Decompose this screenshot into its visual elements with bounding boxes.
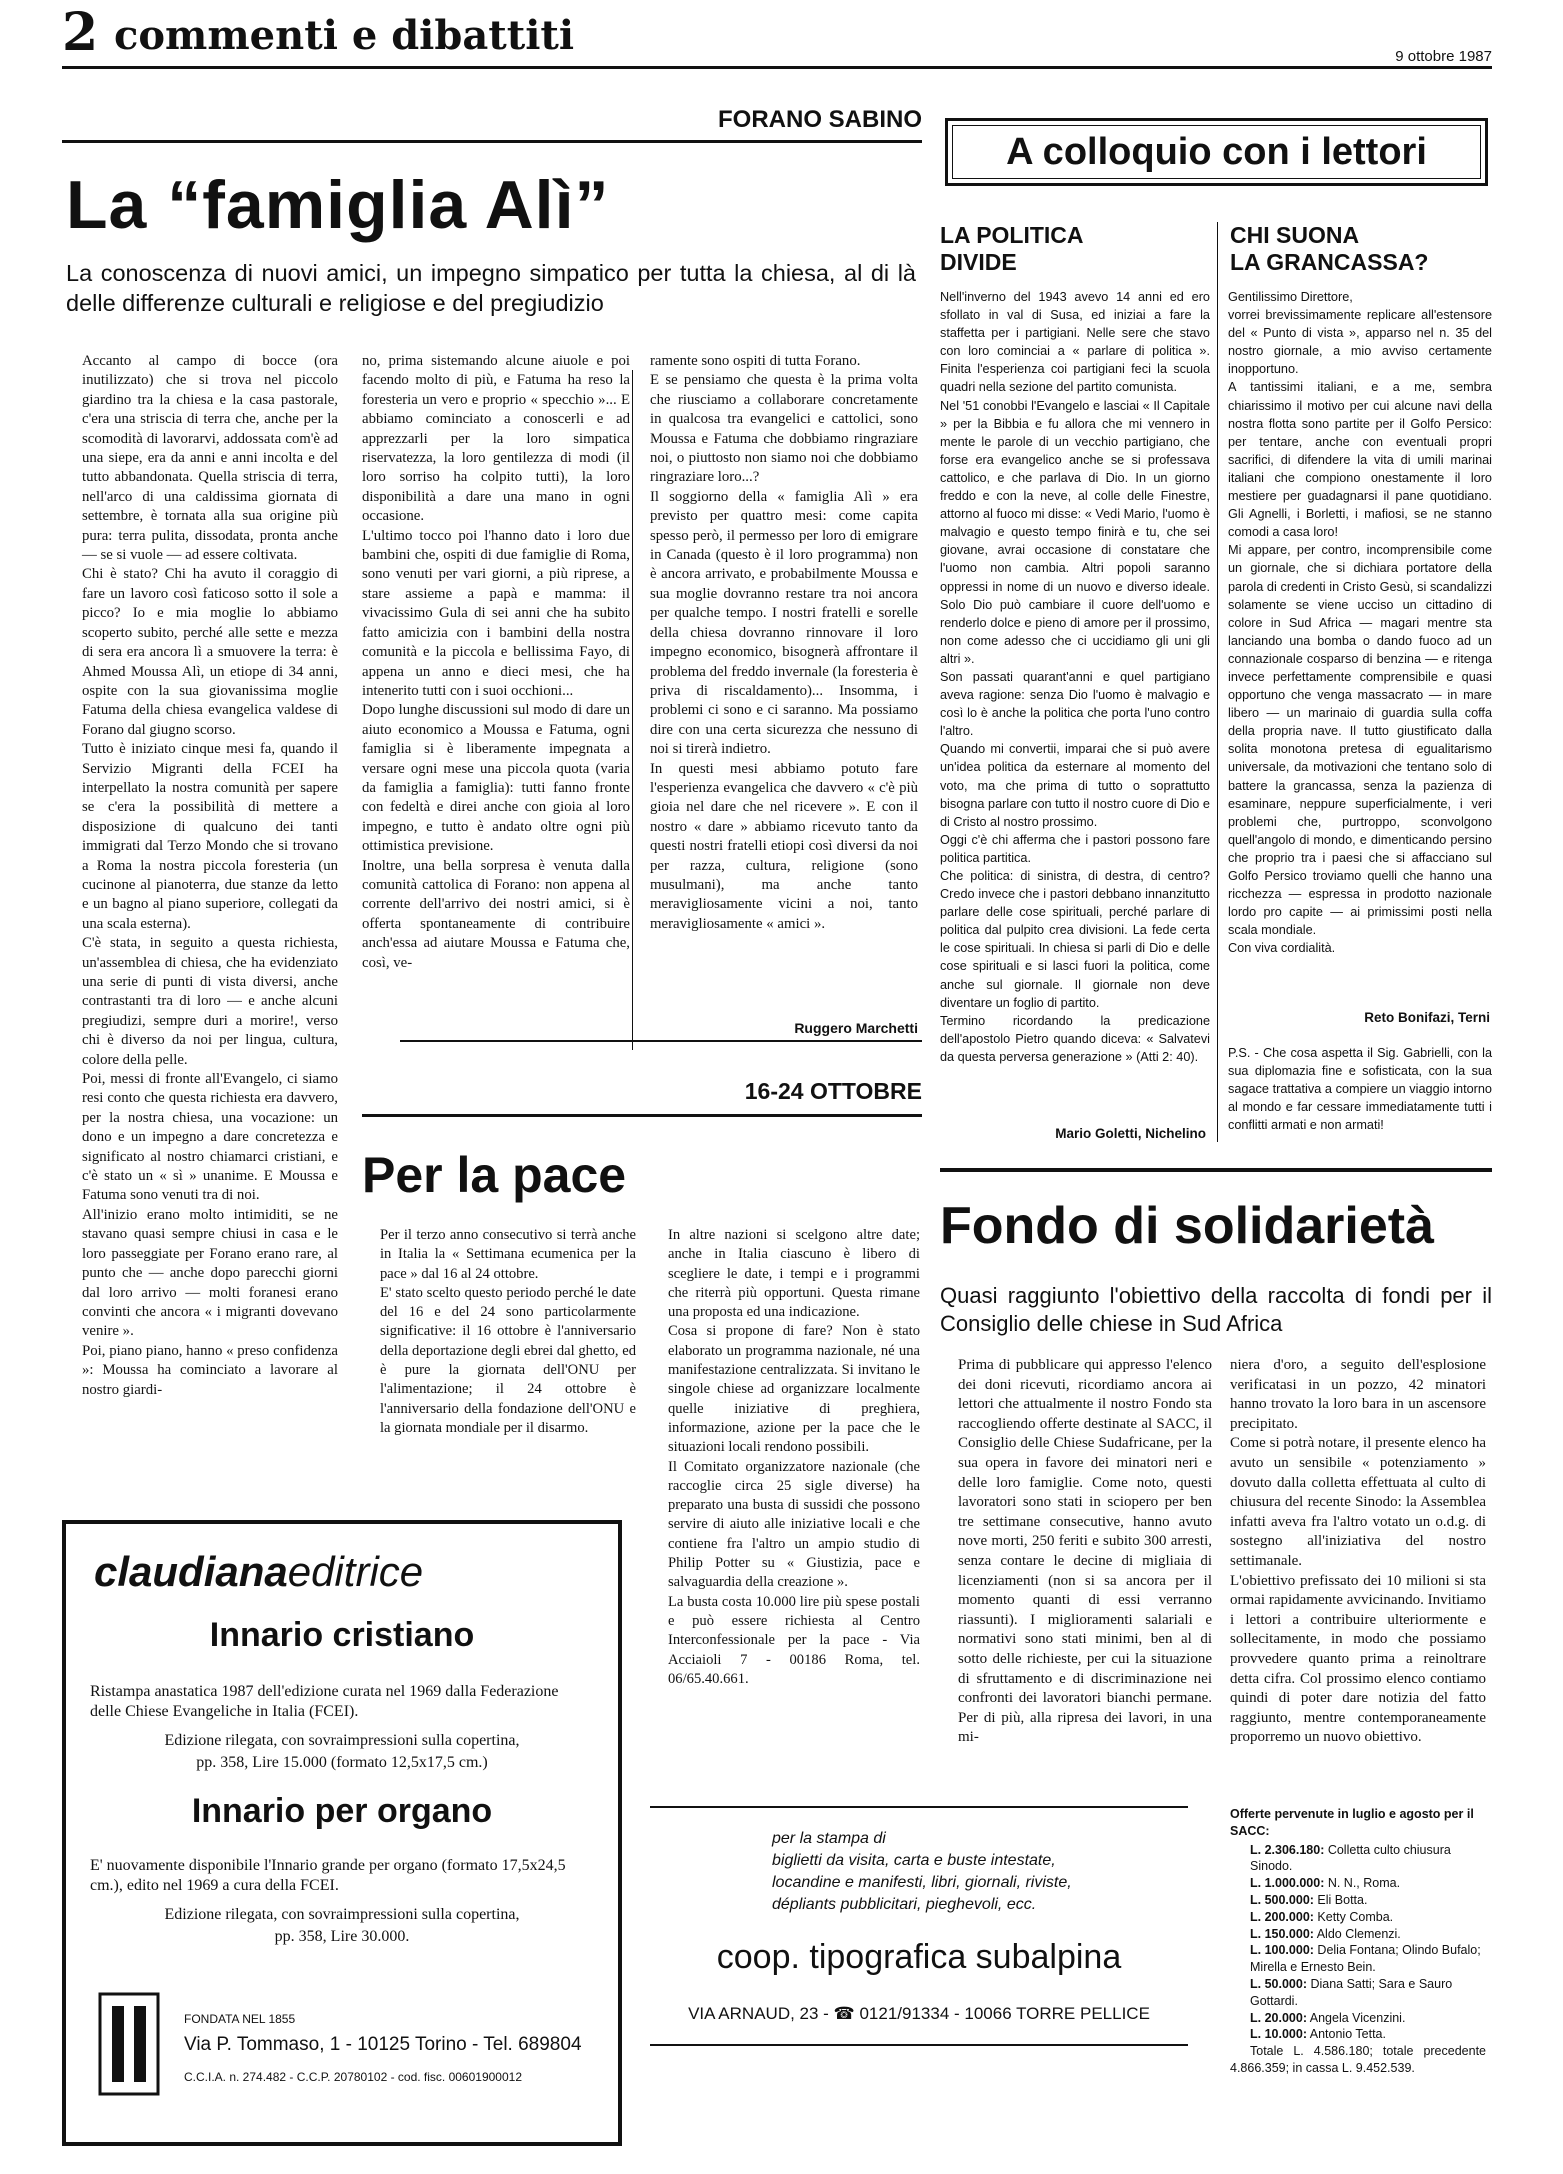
claudiana-text-2a: E' nuovamente disponibile l'Innario grande per organo (formato 17,5x24,5 cm.), edito nel 1969 a cura della FCEI.: [90, 1857, 566, 1894]
offerta-desc: Antonio Tetta.: [1306, 2027, 1386, 2042]
offerta-amount: L. 50.000:: [1250, 1976, 1307, 1991]
article-pace: [362, 1078, 922, 1687]
claudiana-logo-light: editrice: [287, 1548, 424, 1595]
letter-1-title: LA POLITICA DIVIDE: [940, 222, 1084, 275]
column-rule: [632, 370, 633, 1050]
tipografia-address: VIA ARNAUD, 23 - ☎ 0121/91334 - 10066 TORRE PELLICE: [688, 2004, 1150, 2023]
claudiana-address: Via P. Tommaso, 1 - 10125 Torino - Tel. 689804: [184, 2034, 582, 2055]
offerta-amount: L. 500.000:: [1250, 1892, 1314, 1907]
letter-1-signature: Mario Goletti, Nichelino: [1055, 1126, 1206, 1141]
pace-column-1: Per il terzo anno consecutivo si terrà anche in Italia la « Settimana ecumenica per la pace » dal 16 al 24 ottobre. E' stato scelto questo periodo perché le date del 16 e del 24 sono particolarmente significative: il 16 ottobre è l'anniversario della deportazione degli ebrei dal ghetto, ed è pure la giornata dell'ONU per l'alimentazione; il 24 ottobre è l'anniversario della fondazione dell'ONU e la giornata mondiale per il disarmo.: [380, 1227, 636, 1436]
offerta-desc: N. N., Roma.: [1324, 1876, 1401, 1891]
claudiana-founded: FONDATA NEL 1855: [184, 2012, 296, 2026]
pace-column-2: In altre nazioni si scelgono altre date; anche in Italia ciascuno è libero di scegliere le date, i tempi e i programmi che riterrà più opportuni. Questa rimane una proposta ed una indicazione. Cosa si propone di fare? Non è stato elaborato un programma nazionale, né una manifestazione centralizzata. Si invitano le singole chiese ad organizzare localmente quelle iniziative di preghiera, informazione, azione per la pace che le situazioni locali rendono possibili. Il Comitato organizzatore nazionale (che raccoglie circa 25 sigle diverse) ha preparato una busta di sussidi che possono servire di aiuto alle iniziative locali e che contiene fra l'altro un ampio studio di Philip Potter su « Giustizia, pace e salvaguardia della creazione ». La busta costa 10.000 lire più spese postali e può essere richiesta al Centro Interconfessionale per la pace - Via Acciaioli 7 - 00186 Roma, tel. 06/65.40.661.: [668, 1227, 920, 1687]
claudiana-title-2: Innario per organo: [191, 1792, 493, 1830]
fondo-column-2: niera d'oro, a seguito dell'esplosione verificatasi in un pozzo, 42 minatori hanno trovato la loro bara in un ascensore precipitato. Come si potrà notare, il presente elenco ha avuto un sensibile « potenziamento » dovuto dalla colletta effettuata al culto di chiusura del recente Sinodo: la Assemblea infatti aveva fra l'altro votato un o.d.g. di sostegno all'iniziativa del nostro settimanale. L'obiettivo prefissato dei 10 milioni si sta ormai rapidamente avvicinando. Invitiamo i lettori a contribuire ulteriormente e sollecitamente, in modo che possiamo provvedere quanto prima a reinoltrare detta cifra. Col prossimo elenco contiamo quindi di poter dare notizia del fatto raggiunto, mentre contemporaneamente proporremo un nuovo obiettivo.: [1230, 1357, 1486, 1746]
article-author: FORANO SABINO: [718, 106, 922, 133]
masthead: [62, 4, 1492, 66]
article-column-2: no, prima sistemando alcune aiuole e poi facendo molto di più, e Fatuma ha reso la foresteria un vero e proprio « specchio »... E abbiamo cominciato a conoscerli e ad apprezzarli per la loro simpatica riservatezza, la loro gentilezza di modi (il loro sorriso ha colpito tutti), la loro disponibilità a dare una mano in ogni occasione. L'ultimo tocco poi l'hanno dato i loro due bambini che, ospiti di due famiglie di Roma, sono venuti per vari giorni, a più riprese, a stare assieme a papà e mamma: il vivacissimo Gula di sei anni che ha subito fatto amicizia con i bambini della nostra comunità e la piccola e bellissima Fayo, di appena un anno e dieci mesi, che ha intenerito tutti con i suoi occhioni... Dopo lunghe discussioni sul modo di dare un aiuto economico a Moussa e Fatuma, ogni famiglia si è liberamente impegnata a versare ogni mese una piccola quota (varia da famiglia a famiglia): tutti fanno fronte con fedeltà e direi anche con gioia al loro impegno, e tutto è andato oltre ogni più ottimistica previsione. Inoltre, una bella sorpresa è venuta dalla comunità cattolica di Forano: non appena al corrente dell'arrivo dei nostri amici, si è offerta spontaneamente di contribuire anch'essa ad aiutare Moussa e Fatuma che, così, ve-: [362, 353, 630, 971]
letter-2-ps: P.S. - Che cosa aspetta il Sig. Gabrielli, con la sua diplomazia fine e sofisticata, con la sua sagace trattativa a compiere un viaggio intorno al mondo e far cessare immediatamente tutti i conflitti armati e non armati!: [1228, 1046, 1492, 1133]
offerta-item: [1230, 1842, 1486, 1876]
offerta-desc: Colletta culto chiusura Sinodo.: [1250, 1842, 1451, 1874]
claudiana-text-2b: Edizione rilegata, con sovraimpressioni sulla copertina, pp. 358, Lire 30.000.: [164, 1906, 520, 1945]
offerta-desc: Aldo Clemenzi.: [1313, 1926, 1401, 1941]
letter-2-title: CHI SUONA LA GRANCASSA?: [1230, 222, 1429, 275]
article-column-1: Accanto al campo di bocce (ora inutilizzato) che si trova nel piccolo giardino tra la chiesa e la casa pastorale, c'era una striscia di terra che, anche per la scomodità di lavorarvi, addossata com'è ad una siepe, era da anni e anni incolta e del tutto abbandonata. Quella striscia di terra, nell'arco di una caldissima giornata di settembre, è tornata alla sua origine più pura: terra pulita, dissodata, pronta anche — se si vuole — ad essere coltivata. Chi è stato? Chi ha avuto il coraggio di fare un lavoro così faticoso sotto il sole a picco? Io e mia moglie lo abbiamo scoperto subito, perché alle sette e mezza di sera era ancora lì a smuovere la terra: è Ahmed Moussa Alì, un etiope di 34 anni, ospite con la sua giovanissima moglie Fatuma della chiesa evangelica valdese di Forano dal giugno scorso. Tutto è iniziato cinque mesi fa, quando il Servizio Migranti della FCEI ha interpellato la nostra comunità per sapere se c'era la possibilità di mettere a disposizione di qualcuno dei tanti immigrati dal Terzo Mondo che si trovano a Roma la nostra piccola foresteria (un cucinone al pianoterra, due stanze da letto e un bagno al piano superiore, collegati da una scala esterna). C'è stata, in seguito a questa richiesta, un'assemblea di chiesa, che ha evidenziato una serie di punti di vista diversi, anche contrastanti tra di loro — e anche alcuni pregiudizi, sempre duri a morire!, verso chi è diverso da noi per lingua, cultura, colore della pelle. Poi, messi di fronte all'Evangelo, ci siamo resi conto che questa richiesta era davvero, per la nostra chiesa, una vocazione: un dono e un impegno a dare concretezza e significato al nostro chiamarci cristiani, e c'è stato un « sì » unanime. E Moussa e Fatuma sono venuti tra di noi. All'inizio erano molto intimiditi, se ne stavano quasi sempre chiusi in casa e le loro passeggiate per Forano erano rare, al punto che — anche dopo parecchi giorni dal loro arrivo — molti foranesi erano convinti che ancora « i migranti dovevano venire ». Poi, piano piano, hanno « preso confidenza »: Moussa ha cominciato a lavorare al nostro giardi-: [82, 353, 338, 1398]
offerta-item: [1230, 1909, 1486, 1926]
offerta-amount: L. 1.000.000:: [1250, 1876, 1325, 1891]
letter-1-body: Nell'inverno del 1943 avevo 14 anni ed ero sfollato in val di Susa, ed iniziai a fare la staffetta per i partigiani. Nelle sere che stavo con loro cominciai a « parlare di politica ». Finita l'esperienza coi partigiani feci la scuola quadri nella sezione del partito comunista. Nel '51 conobbi l'Evangelo e lasciai « Il Capitale » per la Bibbia e fu allora che mi vennero in mente le parole di un vecchio partigiano, che forse era evangelico anche se si professava cattolico, e che parlava di Dio. In un giorno freddo e con la neve, al colle delle Finestre, attorno al fuoco mi disse: « Vedi Mario, l'uomo è malvagio e questo tempo finirà e tu, che sei giovane, avrai occasione di constatare che l'uomo non cambia. Altri popoli saranno oppressi in nome di un nuovo e diverso ideale. Solo Dio può cambiare il cuore dell'uomo e renderlo dolce e pieno di amore per il prossimo, non come adesso che ci uccidiamo gli uni gli altri ». Son passati quarant'anni e quel partigiano aveva ragione: senza Dio l'uomo è malvagio e così lo è anche la politica che porta l'uno contro l'altro. Quando mi convertii, imparai che si può avere un'idea politica da esternare al momento del voto, ma che prima di tutto o soprattutto bisogna parlare con tutto il nostro cuore di Dio e di Cristo al nostro prossimo. Oggi c'è chi afferma che i pastori possono fare politica partitica. Che politica: di sinistra, di destra, di centro? Credo invece che i pastori debbano innanzitutto parlare delle cose spirituali, perché parlare di politica dal pulpito crea divisioni. La fede certa le cose spirituali. In chiesa si parli di Dio e delle cose spirituali e si lasci fuori la politica, come anche sul giornale. Il giornale non deve diventare un foglio di partito. Termino ricordando la predicazione dell'apostolo Pietro quando diceva: « Salvatevi da questa perversa generazione » (Atti 2: 40).: [940, 290, 1210, 1064]
letter-2-signature: Reto Bonifazi, Terni: [1364, 1010, 1490, 1025]
letter-2-body: Gentilissimo Direttore, vorrei brevissimamente replicare all'estensore del « Punto di vista », apparso nel n. 35 del nostro giornale, a mio avviso certamente inopportuno. A tantissimi italiani, e a me, sembra chiarissimo il motivo per cui alcune navi della nostra flotta sono partite per il Golfo Persico: per tentare, anche con eventuali propri sacrifici, di difendere la vita di umili marinai italiani che compiono onestamente il loro mestiere per guadagnarsi il pane quotidiano. Gli Agnelli, i Borletti, i mafiosi, se ne stanno comodi a casa loro! Mi appare, per contro, incomprensibile come un giornale, che si dichiara portatore della parola di credenti in Cristo Gesù, si scandalizzi solamente se viene ucciso un cittadino di colore in Sud Africa — magari mentre sta lanciando una bomba o dando fuoco ad un connazionale cosparso di benzina — e ritenga invece perfettamente comprensibile e quasi opportuno che venga massacrato — in mare libero — un marinaio di guardia sulla coffa della propria nave. Il tutto giustificato dalla solita monotona pretesa di egualitarismo universale, da motivazioni che tentano solo di battere la grancassa, senza la pazienza di esaminare, neppure superficialmente, i veri problemi che, purtroppo, sconvolgono quell'angolo di mondo, e dimenticando persino che proprio tra i paesi che si affacciano sul Golfo Persico troviamo quelli che hanno una ricchezza — espressa in prodotto nazionale lordo pro capite — ai primissimi posti nella scala mondiale. Con viva cordialità.: [1228, 290, 1492, 956]
offerta-item: [1230, 1942, 1486, 1976]
offerta-desc: Ketty Comba.: [1313, 1909, 1394, 1924]
claudiana-ad: [62, 1520, 622, 2146]
lettori-column-rule: [1217, 222, 1218, 1142]
offerta-item: [1230, 1976, 1486, 2010]
fondo-rule: [940, 1168, 1492, 1172]
fondo-title: Fondo di solidarietà: [940, 1197, 1435, 1255]
fondo-column-1: Prima di pubblicare qui appresso l'elenco dei doni ricevuti, ricordiamo ancora ai lettori che attualmente il nostro Fondo sta raccogliendo offerte destinate al SACC, il Consiglio delle Chiese Sudafricane, per la sua opera in favore dei minatori neri e delle loro famiglie. Come noto, questi lavoratori sono stati in sciopero per ben tre settimane consecutive, hanno avuto nove morti, 250 feriti e subito 300 arresti, senza contare le decine di migliaia di licenziamenti (non si sa ancora per il momento quanti di essi verranno riassunti). I miglioramenti salariali e normativi sono stati minimi, ben al di sotto delle richieste, per cui la situazione di sfruttamento e di discriminazione nei confronti dei lavoratori bianchi permane. Per di più, alla ripresa dei lavori, in una mi-: [958, 1357, 1212, 1746]
offerta-amount: L. 150.000:: [1250, 1926, 1314, 1941]
offerta-item: [1230, 2010, 1486, 2027]
claudiana-text-1a: Ristampa anastatica 1987 dell'edizione curata nel 1969 dalla Federazione delle Chiese Evangeliche in Italia (FCEI).: [90, 1683, 559, 1720]
offerta-amount: L. 200.000:: [1250, 1909, 1314, 1924]
claudiana-title-1: Innario cristiano: [209, 1616, 475, 1654]
masthead-rule: [62, 66, 1492, 69]
section-title: commenti e dibattiti: [114, 12, 575, 59]
article-subtitle: La conoscenza di nuovi amici, un impegno simpatico per tutta la chiesa, al di là delle differenze culturali e religiose e del pregiudizio: [66, 260, 916, 316]
claudiana-logo-bold: claudiana: [94, 1548, 288, 1595]
letter-politica: [940, 222, 1210, 1152]
offerta-amount: L. 100.000:: [1250, 1943, 1314, 1958]
offerte-list: [1230, 1806, 1486, 2077]
offerta-amount: L. 2.306.180:: [1250, 1842, 1325, 1857]
claudiana-emblem: [98, 1992, 160, 2096]
offerta-item: [1230, 2026, 1486, 2043]
offerta-desc: Diana Satti; Sara e Sauro Gottardi.: [1250, 1976, 1453, 2008]
tipografia-ad: [650, 1806, 1188, 2046]
offerte-totale: Totale L. 4.586.180; totale precedente 4.866.359; in cassa L. 9.452.539.: [1230, 2044, 1486, 2075]
offerte-items: [1230, 1842, 1486, 2044]
pace-rule: [362, 1114, 922, 1117]
lettori-title: A colloquio con i lettori: [1006, 131, 1427, 173]
offerta-item: [1230, 1875, 1486, 1892]
claudiana-text-1b: Edizione rilegata, con sovraimpressioni sulla copertina, pp. 358, Lire 15.000 (formato 12,5x17,5 cm.): [164, 1732, 520, 1771]
offerta-item: [1230, 1892, 1486, 1909]
offerta-amount: L. 20.000:: [1250, 2010, 1307, 2025]
claudiana-logo: [94, 1548, 423, 1596]
tipografia-services: per la stampa di biglietti da visita, carta e buste intestate, locandine e manifesti, libri, giornali, riviste, dépliants pubblicitari, pieghevoli, ecc.: [772, 1830, 1072, 1913]
fondo-subtitle: Quasi raggiunto l'obiettivo della raccolta di fondi per il Consiglio delle chiese in Sud Africa: [940, 1283, 1492, 1336]
article-title: La “famiglia Alì”: [66, 167, 610, 243]
letter-grancassa: [1228, 222, 1492, 1152]
offerta-desc: Eli Botta.: [1313, 1892, 1368, 1907]
article-column-3: ramente sono ospiti di tutta Forano. E se pensiamo che questa è la prima volta che riusciamo a collaborare concretamente in qualcosa tra evangelici e cattolici, sono Moussa e Fatuma che dobbiamo ringraziare noi, o piuttosto non siamo noi che dobbiamo ringraziare loro...? Il soggiorno della « famiglia Alì » era previsto per quattro mesi: come capita spesso però, il permesso per loro di emigrare in Canada (questo è il loro programma) non è ancora arrivato, e probabilmente Moussa e sua moglie dovranno restare tra noi ancora per qualche tempo. I nostri fratelli e sorelle della chiesa dovranno rinnovare il loro impegno economico, bisognerà affrontare il problema del freddo invernale (la foresteria è priva di riscaldamento)... Insomma, i problemi ci sono e ci saranno. Ma possiamo dire con una certa sicurezza che nessuno di noi si tirerà indietro. In questi mesi abbiamo potuto fare l'esperienza evangelica che davvero « c'è più gioia nel dare che nel ricevere ». E con il nostro « dare » abbiamo ricevuto tanto da questi nostri fratelli etiopi così diversi da noi per razza, cultura, religione (sono musulmani), ma anche tanto meravigliosamente vicini a noi, tanto meravigliosamente « amici ».: [650, 353, 918, 932]
pace-dates: 16-24 OTTOBRE: [744, 1078, 922, 1104]
claudiana-codes: C.C.I.A. n. 274.482 - C.C.P. 20780102 - cod. fisc. 00601900012: [184, 2070, 522, 2084]
article-signature: Ruggero Marchetti: [794, 1020, 918, 1036]
tipografia-name: coop. tipografica subalpina: [716, 1938, 1122, 1976]
famiglia-end-rule: [400, 1040, 922, 1042]
offerta-amount: L. 10.000:: [1250, 2027, 1307, 2042]
page-number: 2: [62, 2, 99, 63]
offerta-item: [1230, 1926, 1486, 1943]
pace-title: Per la pace: [362, 1147, 627, 1203]
author-rule: [62, 140, 922, 143]
offerte-title: Offerte pervenute in luglio e agosto per il SACC:: [1230, 1807, 1474, 1838]
issue-date: 9 ottobre 1987: [1395, 48, 1492, 65]
offerta-desc: Delia Fontana; Olindo Bufalo; Mirella e Ernesto Bein.: [1250, 1943, 1481, 1975]
offerta-desc: Angela Vicenzini.: [1306, 2010, 1406, 2025]
lettori-title-box: [945, 118, 1488, 186]
